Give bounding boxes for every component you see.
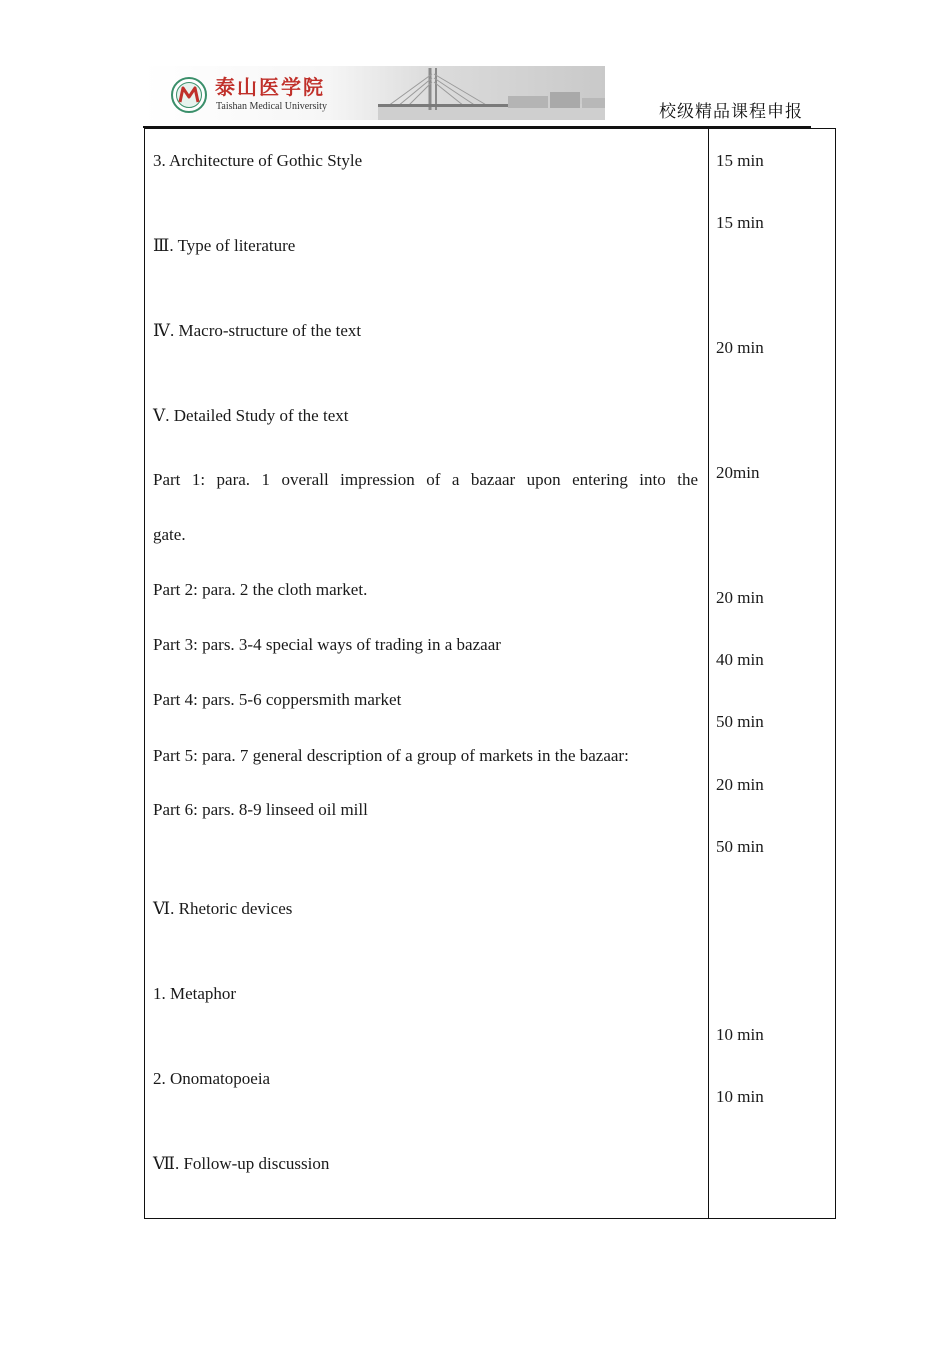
application-title: 校级精品课程申报	[659, 102, 803, 122]
lesson-plan-table	[144, 128, 836, 1219]
page-header	[143, 66, 813, 130]
content-line: Part 2: para. 2 the cloth market.	[153, 580, 368, 599]
content-line: Part 6: pars. 8-9 linseed oil mill	[153, 800, 368, 819]
time-allocation: 10 min	[716, 1087, 764, 1106]
content-line: Ⅲ. Type of literature	[153, 236, 296, 255]
time-allocation: 20 min	[716, 588, 764, 607]
content-line: gate.	[153, 525, 186, 544]
time-allocation: 50 min	[716, 837, 764, 856]
content-line: Part 4: pars. 5-6 coppersmith market	[153, 690, 402, 709]
time-allocation: 20 min	[716, 338, 764, 357]
content-line: Ⅳ. Macro-structure of the text	[153, 321, 362, 340]
bridge-illustration	[378, 66, 605, 120]
column-divider	[708, 129, 709, 1218]
time-allocation: 40 min	[716, 650, 764, 669]
school-name-cn: 泰山医学院	[215, 75, 325, 99]
content-line: Part 1: para. 1 overall impression of a bazaar upon entering into the	[153, 470, 698, 489]
content-line: 2. Onomatopoeia	[153, 1069, 271, 1088]
header-banner	[143, 66, 605, 120]
content-line: Ⅵ. Rhetoric devices	[153, 899, 293, 918]
time-allocation: 15 min	[716, 151, 764, 170]
content-line: Ⅴ. Detailed Study of the text	[153, 406, 349, 425]
time-allocation: 20min	[716, 463, 760, 482]
time-allocation: 10 min	[716, 1025, 764, 1044]
time-allocation: 15 min	[716, 213, 764, 232]
content-line: 1. Metaphor	[153, 984, 237, 1003]
content-line: Part 5: para. 7 general description of a group of markets in the bazaar:	[153, 746, 629, 765]
content-line: Ⅶ. Follow-up discussion	[153, 1154, 330, 1173]
content-line: Part 3: pars. 3-4 special ways of trading in a bazaar	[153, 635, 501, 654]
school-name-en: Taishan Medical University	[216, 101, 327, 112]
time-allocation: 20 min	[716, 775, 764, 794]
content-line: 3. Architecture of Gothic Style	[153, 151, 363, 170]
university-logo-icon	[171, 77, 207, 113]
time-allocation: 50 min	[716, 712, 764, 731]
